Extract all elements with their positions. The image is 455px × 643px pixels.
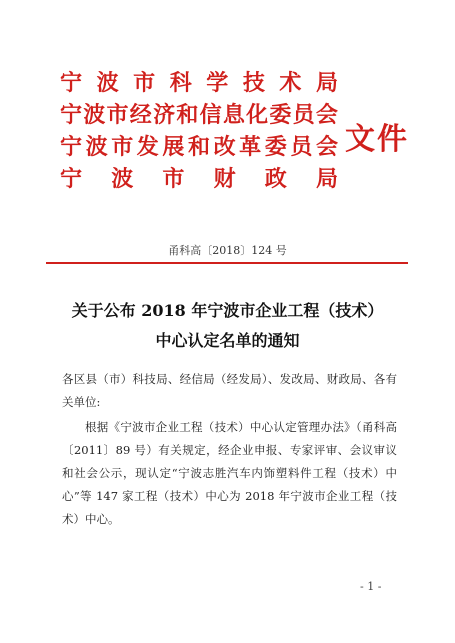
agency-char: 员 [292, 102, 315, 128]
agency-char: 波 [111, 166, 134, 192]
document-suffix: 文件 [345, 122, 409, 157]
agency-char: 革 [239, 134, 262, 160]
red-divider-line [46, 262, 408, 264]
body-paragraph: 根据《宁波市企业工程（技术）中心认定管理办法》（甬科高〔2011〕89 号）有关规定，经企业申报、专家评审、会议审议和社会公示，现认定“宁波志胜汽车内饰塑料件工程（技术）中心”等 147 家工程（技术）中心为 2018 年宁波市企业工程（技术）中心。 [62, 420, 397, 526]
agency-char: 发 [136, 134, 159, 160]
agency-science-technology-bureau [60, 70, 338, 96]
agency-char: 波 [96, 70, 119, 96]
agency-char: 市 [106, 102, 129, 128]
agency-char: 宁 [60, 70, 83, 96]
agency-economy-information-commission [60, 102, 338, 128]
agency-char: 市 [133, 70, 156, 96]
agency-char: 展 [162, 134, 185, 160]
agency-char: 会 [315, 102, 338, 128]
agency-char: 局 [315, 70, 338, 96]
agency-char: 化 [246, 102, 269, 128]
agency-char: 员 [290, 134, 313, 160]
agency-finance-bureau [60, 166, 338, 192]
page-number: - 1 - [360, 580, 382, 593]
notice-title-line-1: 关于公布 2018 年宁波市企业工程（技术） [71, 301, 384, 320]
agency-char: 市 [162, 166, 185, 192]
agency-char: 学 [206, 70, 229, 96]
agency-char: 财 [213, 166, 236, 192]
agency-char: 宁 [60, 166, 83, 192]
agency-char: 和 [176, 102, 199, 128]
agency-char: 宁 [60, 134, 83, 160]
agency-char: 息 [222, 102, 245, 128]
agency-char: 济 [153, 102, 176, 128]
agency-char: 波 [85, 134, 108, 160]
agency-char: 信 [199, 102, 222, 128]
agency-char: 委 [264, 134, 287, 160]
agency-char: 委 [269, 102, 292, 128]
agency-char: 局 [315, 166, 338, 192]
notice-title-line-2: 中心认定名单的通知 [155, 331, 300, 350]
document-number: 甬科高〔2018〕124 号 [168, 244, 287, 257]
agency-char: 术 [279, 70, 302, 96]
agency-char: 技 [242, 70, 265, 96]
agency-char: 经 [129, 102, 152, 128]
agency-char: 市 [111, 134, 134, 160]
agency-development-reform-commission [60, 134, 338, 160]
recipients-paragraph: 各区县（市）科技局、经信局（经发局）、发改局、财政局、各有关单位: [62, 372, 397, 409]
agency-char: 宁 [60, 102, 83, 128]
agency-char: 改 [213, 134, 236, 160]
agency-char: 科 [169, 70, 192, 96]
agency-char: 和 [187, 134, 210, 160]
agency-char: 波 [83, 102, 106, 128]
agency-char: 政 [264, 166, 287, 192]
agency-char: 会 [315, 134, 338, 160]
